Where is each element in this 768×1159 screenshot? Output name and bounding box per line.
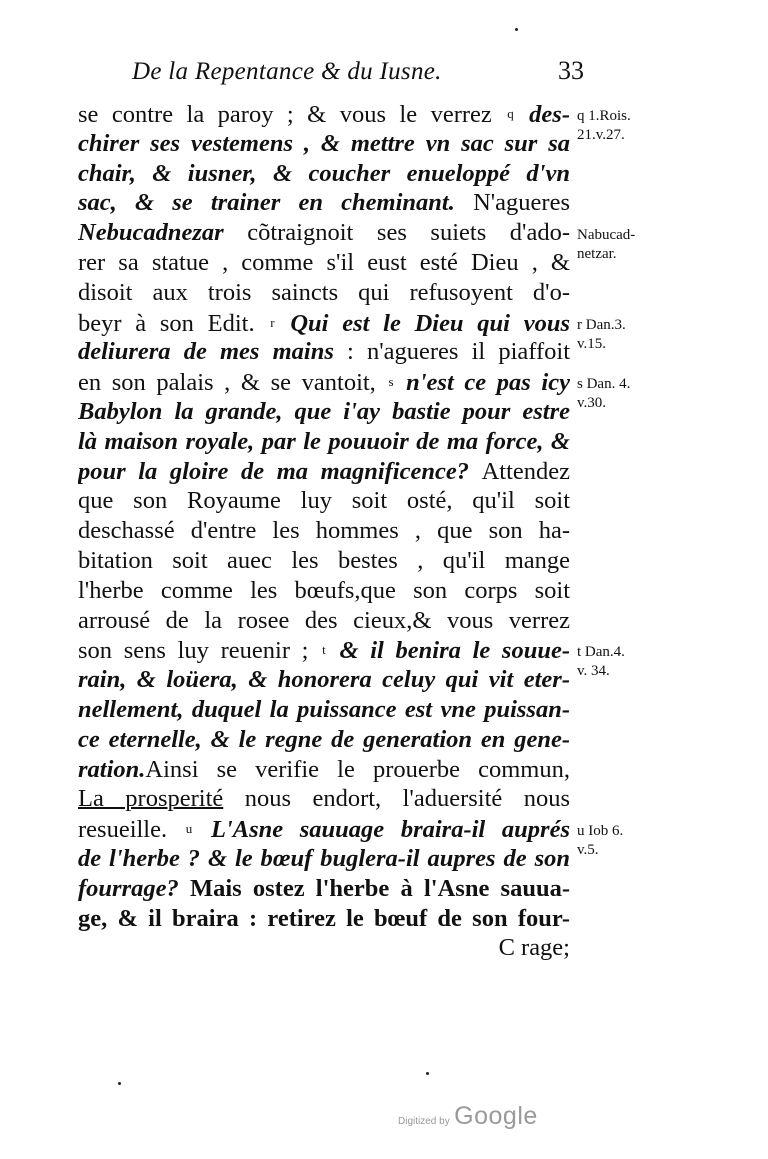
italic-run: rain, & loüera, & honorera celuy qui vit eter- [78, 666, 570, 694]
margin-note [577, 226, 677, 264]
text-run: en son palais , & se vantoit, [78, 369, 387, 397]
italic-run: des- [515, 101, 570, 128]
text-run: cõtraignoit ses suiets d'ado- [223, 219, 570, 247]
text-line [78, 308, 570, 338]
note-marker: t [322, 642, 326, 658]
text-line [78, 546, 570, 576]
margin-note-line: Nabucad- [577, 227, 636, 244]
text-run: nous endort, l'aduersité nous [223, 785, 570, 813]
text-run: rer sa statue , comme s'il eust esté Dieu , & [78, 248, 570, 276]
italic-run: fourrage? [78, 874, 190, 902]
text-run: resueille. [78, 816, 184, 844]
text-run: disoit aux trois saincts qui refusoyent d'o- [78, 278, 570, 306]
text-line [78, 874, 570, 904]
italic-run: chair, & iusner, & coucher enueloppé d'vn [78, 159, 570, 187]
text-run: bitation soit auec les bestes , qu'il mange [78, 546, 570, 574]
margin-note [577, 822, 677, 860]
text-run: arrousé de la rosee des cieux,& vous verrez [78, 606, 570, 634]
italic-run: sac, & se trainer en cheminant. [78, 189, 474, 217]
speck-mark [118, 1082, 121, 1085]
margin-note-line: v.30. [577, 395, 607, 412]
italic-run: nellement, duquel la puissance est vne puissan- [78, 695, 570, 723]
text-line [78, 516, 570, 546]
margin-note-line: netzar. [577, 246, 617, 263]
text-run: La prosperité [78, 785, 224, 813]
text-line [78, 665, 570, 695]
text-line [78, 784, 570, 814]
margin-note-line: v.15. [577, 335, 607, 352]
text-line [78, 397, 570, 427]
text-line [78, 606, 570, 636]
margin-note-line: v. 34. [577, 663, 610, 680]
text-line [78, 427, 570, 457]
italic-run: de l'herbe ? & le bœuf buglera-il aupres de son [78, 844, 570, 872]
text-line [78, 933, 570, 963]
text-line [78, 188, 570, 218]
italic-run: ce eternelle, & le regne de generation en gene- [78, 725, 570, 753]
text-line [78, 635, 570, 665]
margin-note-line: v.5. [577, 842, 599, 859]
speck-mark [515, 28, 518, 31]
note-marker: s [388, 374, 394, 390]
margin-note [577, 316, 677, 354]
text-run: Ainsi se verifie le prouerbe commun, [145, 755, 570, 783]
text-line [78, 576, 570, 606]
italic-run: là maison royale, par le pouuoir de ma force, & [78, 427, 570, 455]
google-brand: Google [454, 1102, 538, 1130]
text-line [78, 337, 570, 367]
margin-note-line: r Dan.3. [577, 316, 626, 333]
italic-run: Qui est le Dieu qui vous [276, 309, 570, 337]
running-head: De la Repentance & du Iusne. [132, 58, 442, 85]
text-line [78, 129, 570, 159]
text-line [78, 904, 570, 934]
text-line [78, 725, 570, 755]
text-line [78, 248, 570, 278]
text-run: ge, & il braira : retirez le bœuf de son four- [78, 904, 570, 932]
text-line [78, 99, 570, 129]
text-run: deschassé d'entre les hommes , que son ha- [78, 517, 570, 545]
text-run: : n'agueres il piaffoit [333, 338, 570, 366]
text-line [78, 159, 570, 189]
italic-run: Nebucadnezar [78, 219, 224, 247]
note-marker: r [270, 314, 275, 330]
margin-note-line: q 1.Rois. [577, 108, 631, 124]
text-run: beyr à son Edit. [78, 309, 269, 337]
margin-note [577, 107, 677, 145]
text-run: que son Royaume luy soit osté, qu'il soit [78, 487, 570, 515]
text-run: Attendez [481, 457, 570, 485]
margin-note-line: s Dan. 4. [577, 376, 631, 393]
text-line [78, 457, 570, 487]
italic-run: Babylon la grande, que i'ay bastie pour estre [78, 397, 570, 425]
italic-run: pour la gloire de ma magnificence? [78, 457, 482, 485]
note-marker: u [185, 821, 193, 837]
text-run: se contre la paroy ; & vous le verrez [78, 101, 506, 128]
text-line [78, 367, 570, 397]
text-run: C rage; [498, 934, 570, 962]
italic-run: L'Asne sauuage braira-il auprés [194, 816, 570, 844]
page-header [120, 56, 590, 96]
text-line [78, 695, 570, 725]
text-run: l'herbe comme les bœufs,que son corps soit [78, 576, 570, 604]
note-marker: q [507, 106, 514, 121]
text-line [78, 844, 570, 874]
italic-run: chirer ses vestemens , & mettre vn sac sur sa [78, 129, 570, 157]
text-run: son sens luy reuenir ; [78, 637, 321, 665]
digitized-label: Digitized by [398, 1116, 450, 1127]
italic-run: ration. [78, 755, 146, 783]
margin-note-line: t Dan.4. [577, 644, 625, 661]
margin-note [577, 375, 677, 413]
italic-run: deliurera de mes mains [78, 338, 334, 366]
margin-note-line: u Iob 6. [577, 823, 624, 840]
page-number: 33 [558, 56, 584, 85]
text-run: N'agueres [473, 189, 570, 217]
digitization-watermark [398, 1102, 538, 1131]
italic-run: & il benira le souue- [327, 637, 570, 665]
margin-note-line: 21.v.27. [577, 127, 625, 143]
text-line [78, 755, 570, 785]
text-line [78, 218, 570, 248]
text-line [78, 486, 570, 516]
margin-note [577, 643, 677, 681]
text-run: Mais ostez l'herbe à l'Asne sauua- [189, 874, 570, 902]
speck-mark [426, 1072, 429, 1075]
text-line [78, 278, 570, 308]
body-text [78, 99, 570, 963]
text-line [78, 814, 570, 844]
italic-run: n'est ce pas icy [395, 369, 570, 397]
